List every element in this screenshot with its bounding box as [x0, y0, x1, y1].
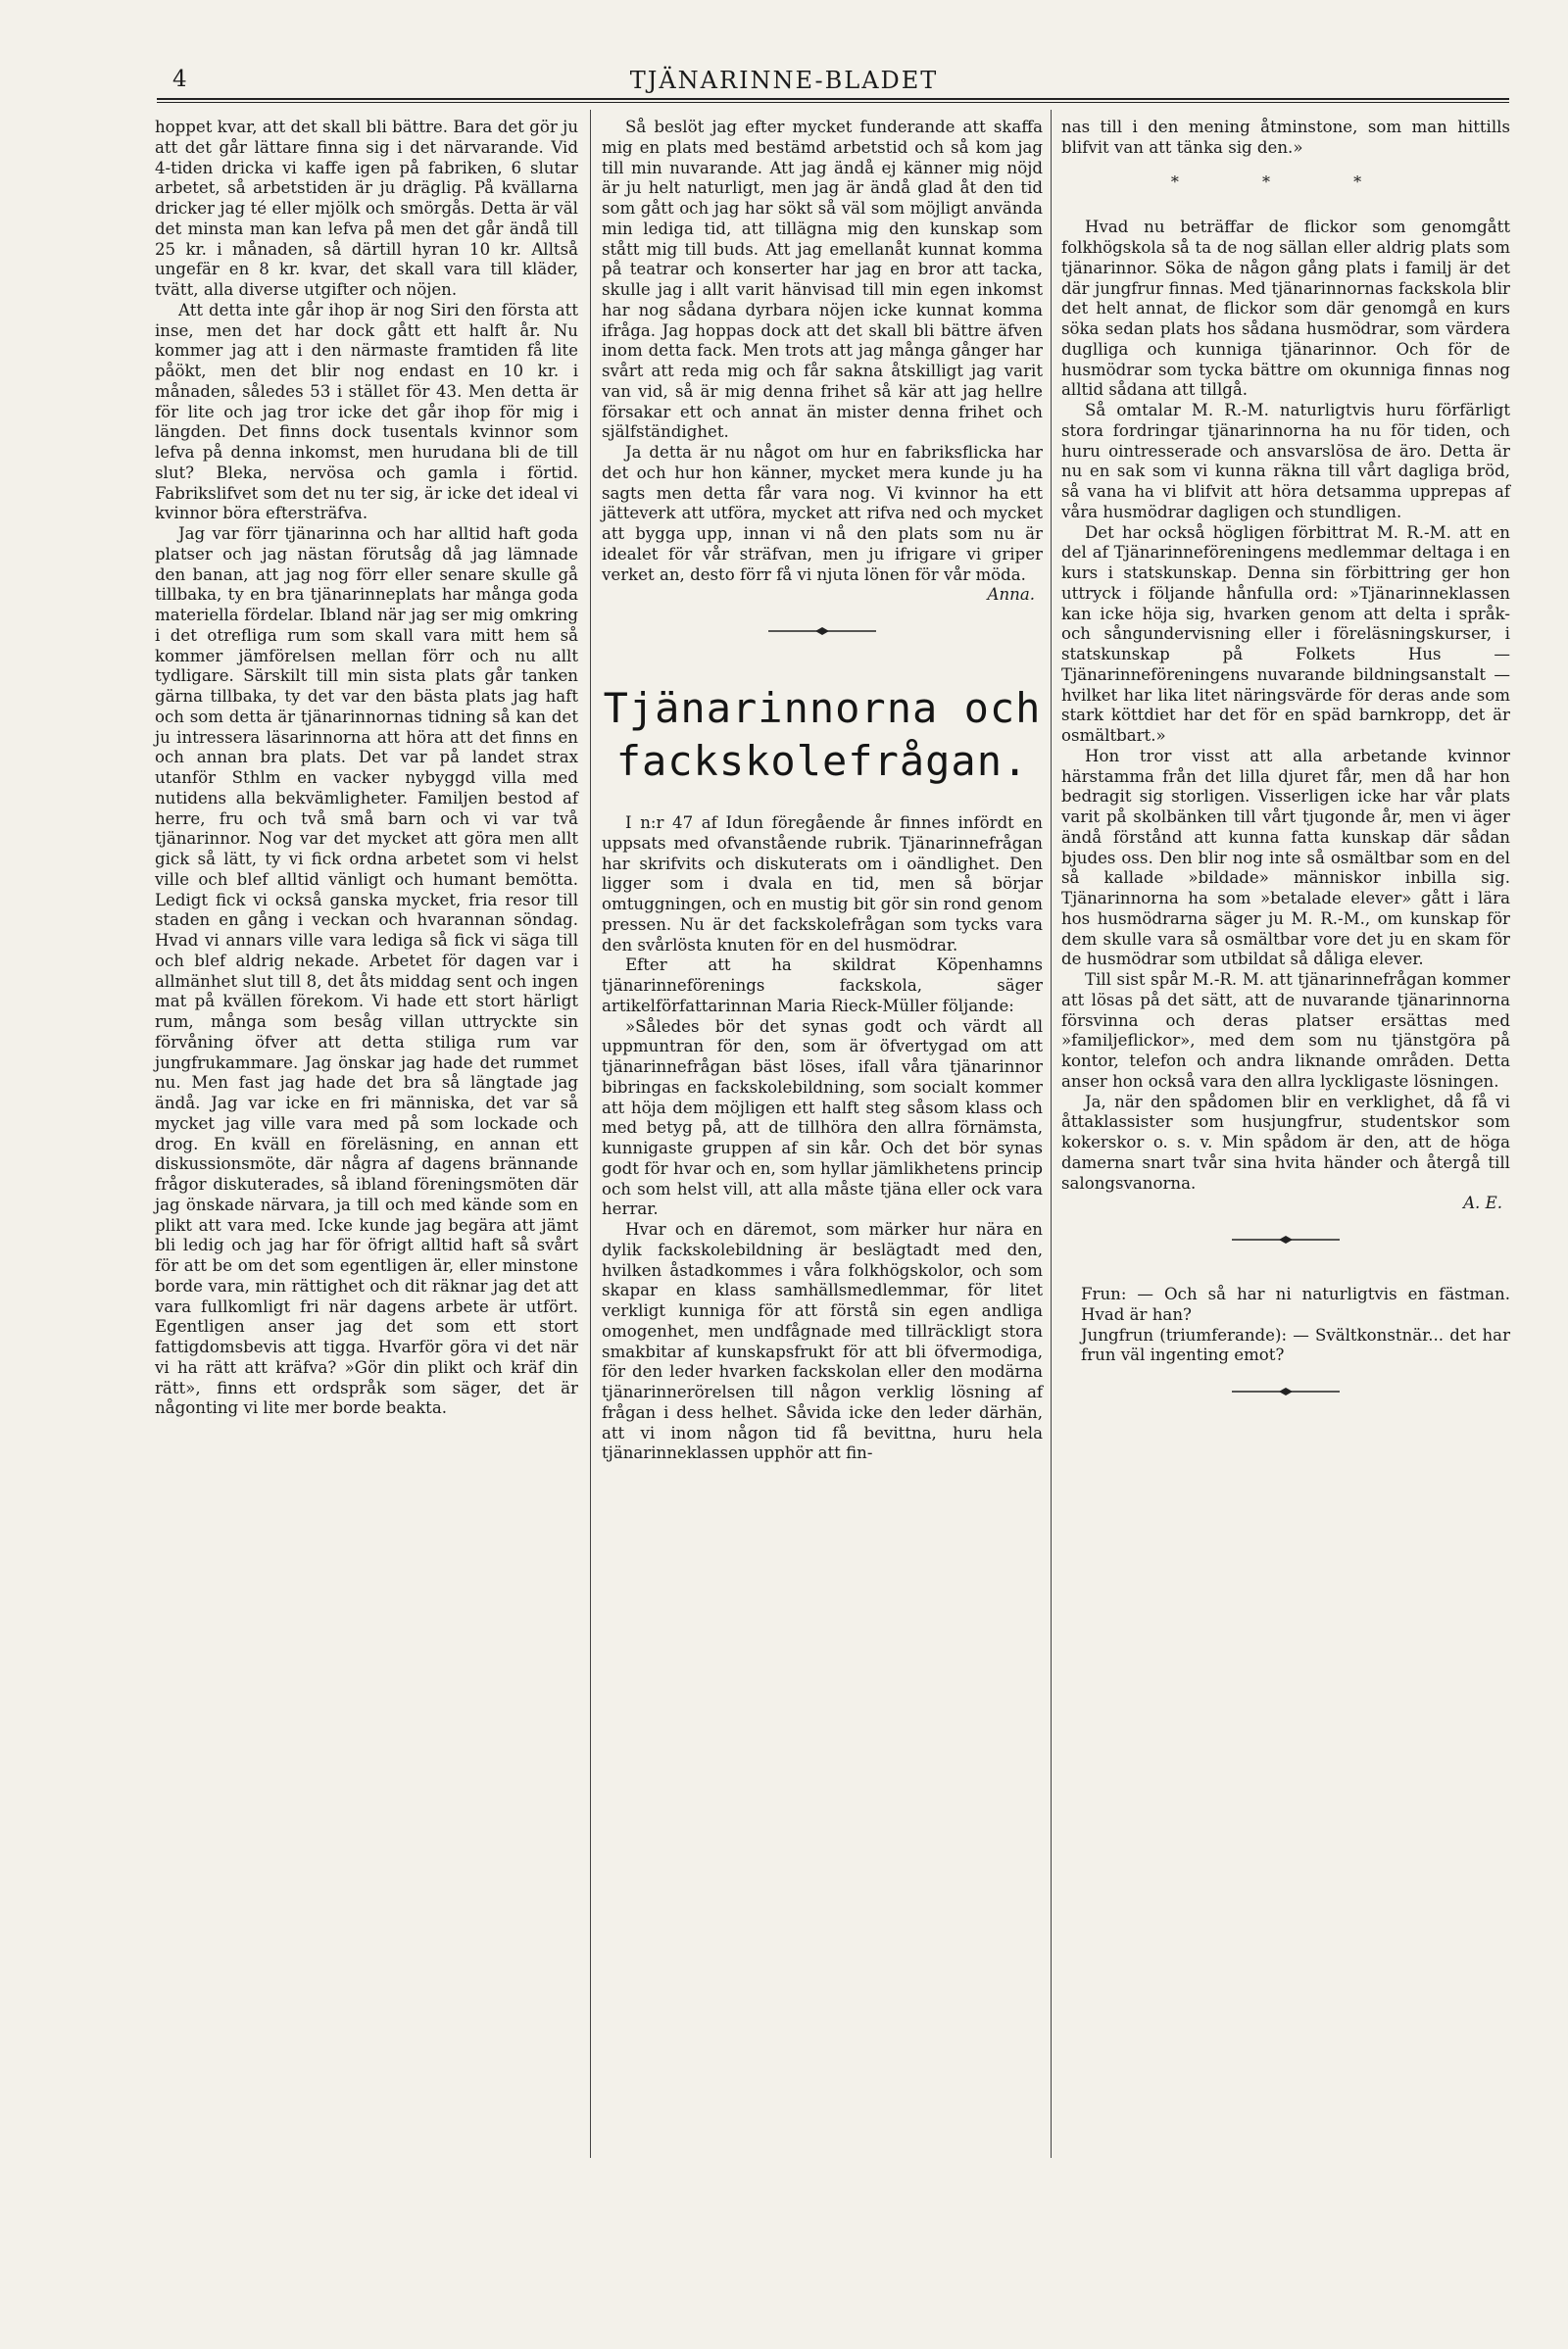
paragraph: Jag var förr tjänarinna och har alltid haft goda platser och jag nästan förutsåg då jag lämnade den banan, att jag nog förr eller senare skulle gå tillbaka, ty en bra tjänarinneplats har många goda materiella fördelar. Ibland när jag ser mig omkring i det otrefliga rum som skall vara mitt hem så kommer jämförelsen mellan förr och nu allt tydligare. Särskilt till min sista plats går tanken gärna tillbaka, ty det var den bästa plats jag haft och som detta är tjänarinnornas tidning så kan det ju intressera läsarinnorna att höra att det finns en och annan bra plats. Det var på landet strax utanför Sthlm en vacker nybyggd villa med nutidens alla bekvämligheter. Familjen bestod af herre, fru och två små barn och vi var två tjänarinnor. Nog var det mycket att göra men allt gick så lätt, ty vi fick ordna arbetet som vi helst ville och blef alltid vänligt och humant bemötta. Ledigt fick vi också ganska mycket, fria resor till staden en gång i veckan och hvarannan söndag. Hvad vi annars ville vara lediga så fick vi säga till och blef aldrig nekade. Arbetet för dagen var i allmänhet slut till 8, det åts middag sent och ingen mat på kvällen förekom. Vi hade ett stort härligt rum, många som besåg villan uttryckte sin förvåning öfver att detta stiliga rum var jungfrukammare. Jag önskar jag hade det rummet nu. Men fast jag hade det bra så längtade jag ändå. Jag var icke en fri människa, det var så mycket jag ville vara med på som lockade och drog. En kväll en föreläsning, en annan ett diskussionsmöte, där några af dagens brännande frågor diskuterades, så ibland föreningsmöten där jag önskade närvara, ja till och med kände som en plikt att vara med. Icke kunde jag begära att jämt bli ledig och jag har för öfrigt alltid haft så svårt för att be om det som egentligen är, eller minstone borde vara, min rättighet och dit räknar jag det att vara fullkomligt fri när dagens arbete är utfört. Egentligen anser jag det som ett stort fattigdomsbevis att tigga. Hvarför göra vi det när vi ha rätt att kräfva? »Gör din plikt och kräf din rätt», finns ett ordspråk som säger, det är någonting vi lite mer borde beakta. [155, 524, 578, 1418]
paragraph: Ja detta är nu något om hur en fabriksflicka har det och hur hon känner, mycket mera kunde ju ha sagts men detta får vara nog. Vi kvinnor ha ett jätteverk att utföra, mycket att rifva ned och mycket att bygga upp, innan vi nå den plats som nu är idealet för vår sträfvan, men ju ifrigare vi griper verket an, desto förr få vi njuta lönen för vår möda. [602, 443, 1043, 584]
paragraph: Det har också högligen förbittrat M. R.-M. att en del af Tjänarinneföreningens medlemmar deltaga i en kurs i statskunskap. Denna sin förbittring ger hon uttryck i följande hånfulla ord: »Tjänarinneklassen kan icke höja sig, hvarken genom att delta i språk- och sångundervisning eller i föreläsningskurser, i statskunskap på Folkets Hus — Tjänarinneföreningens nuvarande bildningsanstalt — hvilket har lika litet näringsvärde för deras ande som stark köttdiet har det för en späd barnkropp, det är osmältbart.» [1061, 522, 1510, 745]
anecdote [1061, 1285, 1510, 1366]
paragraph: nas till i den mening åtminstone, som man hittills blifvit van att tänka sig den.» [1061, 118, 1510, 157]
paragraph: Så omtalar M. R.-M. naturligtvis huru förfärligt stora fordringar tjänarinnorna ha nu för tiden, och huru ointresserade och ansvarslösa de äro. Detta är nu en sak som vi kunna räkna till vårt dagliga bröd, så vana ha vi blifvit att höra detsamma upprepas af våra husmödrar dagligen och stundligen. [1061, 401, 1510, 521]
divider-ornament [768, 625, 876, 637]
section-stars: * * * [1170, 171, 1401, 191]
column-divider [1051, 110, 1052, 2158]
headline-line: Tjänarinnorna och [603, 684, 1042, 732]
article-headline [602, 682, 1043, 788]
running-header: TJÄNARINNE-BLADET [629, 67, 939, 94]
paragraph: Hvad nu beträffar de flickor som genomgått folkhögskola så ta de nog sällan eller aldrig plats som tjänarinnor. Söka de någon gång plats i familj är det där jungfrur finnas. Med tjänarinnornas fackskola blir det helt annat, de flickor som där genomgå en kurs söka sedan plats hos sådana husmödrar, som värdera duglliga och kunniga tjänarinnor. Och för de husmödrar som tycka bättre om okunniga finnas nog alltid sådana att tillgå. [1061, 218, 1510, 400]
paragraph: Ja, när den spådomen blir en verklighet, då få vi åttaklassister som husjungfrur, studentskor som kokerskor o. s. v. Min spådom är den, att de höga damerna snart tvår sina hvita händer och återgå till salongsvanorna. [1061, 1092, 1510, 1193]
paragraph: Till sist spår M.-R. M. att tjänarinnefrågan kommer att lösas på det sätt, att de nuvarande tjänarinnorna försvinna och deras platser ersättas med »familjeflickor», med dem som nu tjänstgöra på kontor, telefon och andra liknande områden. Detta anser hon också vara den allra lyckligaste lösningen. [1061, 970, 1510, 1091]
header-rule [157, 98, 1509, 100]
column-3 [1061, 118, 1510, 1419]
paragraph: »Således bör det synas godt och värdt all uppmuntran för den, som är öfvertygad om att tjänarinnefrågan bäst löses, ifall våra tjänarinnor bibringas en fackskolebildning, som socialt kommer att höja dem möjligen ett halft steg såsom klass och med betyg på, att de tillhöra den allra förnämsta, kunnigaste gruppen af sin kår. Och det bör synas godt för hvar och en, som hyllar jämlikhetens princip och som helst vill, att alla måste tjäna eller ock vara herrar. [602, 1016, 1043, 1219]
paragraph: Efter att ha skildrat Köpenhamns tjänarinneförenings fackskola, säger artikelförfattarinnan Maria Rieck-Müller följande: [602, 955, 1043, 1015]
divider-ornament [1232, 1386, 1340, 1397]
column-2 [602, 118, 1043, 1464]
paragraph: hoppet kvar, att det skall bli bättre. Bara det gör ju att det går lättare finna sig i det närvarande. Vid 4-tiden dricka vi kaffe igen på fabriken, 6 slutar arbetet, så arbetstiden är ju dräglig. På kvällarna dricker jag té eller mjölk och smörgås. Detta är väl det minsta man kan lefva på men det går ändå till 25 kr. i månaden, så därtill hyran 10 kr. Alltså ungefär en 8 kr. kvar, det skall vara till kläder, tvätt, alla diverse utgifter och nöjen. [155, 118, 578, 299]
signature: Anna. [987, 585, 1035, 605]
column-1 [155, 118, 578, 1419]
paragraph: Så beslöt jag efter mycket funderande att skaffa mig en plats med bestämd arbetstid och så kom jag till min nuvarande. Att jag ändå ej känner mig nöjd är ju helt naturligt, men jag är ändå glad åt den tid som gått och jag har sökt så väl som möjligt använda min lediga tid, att tillägna mig den kunskap som stått mig till buds. Att jag emellanåt kunnat komma på teatrar och konserter har jag en bror att tacka, skulle jag i allt varit hänvisad till min egen inkomst har nog sådana dyrbara nöjen icke kunnat komma ifråga. Jag hoppas dock att det skall bli bättre äfven inom detta fack. Men trots att jag många gånger har svårt att reda mig och får sakna åtskilligt jag varit van vid, så är mig denna frihet så kär att jag hellre försakar ett och annat än mister denna frihet och själfständighet. [602, 118, 1043, 442]
paragraph: Hvar och en däremot, som märker hur nära en dylik fackskolebildning är beslägtadt med den, hvilken åstadkommes i våra folkhögskolor, och som skapar en klass samhällsmedlemmar, för litet verkligt kunniga för att förstå sin egen andliga omogenhet, men undfågnade med tillräckligt stora smakbitar af kunskapsfrukt för att bli öfvermodiga, för den leder hvarken fackskolan eller den modärna tjänarinnerörelsen till någon verklig lösning af frågan i dess helhet. Såvida icke den leder därhän, att vi inom någon tid få bevittna, huru hela tjänarinneklassen upphör att fin- [602, 1220, 1043, 1463]
headline-line: fackskolefrågan. [615, 737, 1029, 785]
paragraph: Att detta inte går ihop är nog Siri den första att inse, men det har dock gått ett halft år. Nu kommer jag att i den närmaste framtiden få lite påökt, men det blir nog endast en 10 kr. i månaden, således 53 i stället för 43. Men detta är för lite och jag tror icke det går ihop för mig i längden. Det finns dock tusentals kvinnor som lefva på denna inkomst, men hurudana bli de till slut? Bleka, nervösa och gamla i förtid. Fabrikslifvet som det nu ter sig, är icke det ideal vi kvinnor böra eftersträfva. [155, 300, 578, 523]
column-divider [590, 110, 591, 2158]
divider-ornament [1232, 1234, 1340, 1246]
signature: A. E. [1463, 1194, 1502, 1213]
paragraph: Hon tror visst att alla arbetande kvinnor härstamma från det lilla djuret får, men då har hon bedragit sig storligen. Visserligen icke har vår plats varit på skolbänken till vårt tjugonde år, men vi äger ändå förstånd att kunna fatta kunskap där sådan bjudes oss. Den blir nog inte så osmältbar som en del så kallade »bildade» människor inbilla sig. Tjänarinnorna ha som »betalade elever» gått i lära hos husmödrarna säger ju M. R.-M., om kunskap för dem skulle vara så osmältbar vore det ju en skam för de husmödrar som utbildat så dåliga elever. [1061, 746, 1510, 969]
header-rule-thin [157, 102, 1509, 103]
paragraph: I n:r 47 af Idun föregående år finnes infördt en uppsats med ofvanstående rubrik. Tjänarinnefrågan har skrifvits och diskuterats om i oändlighet. Den ligger som i dvala en tid, men så börjar omtuggningen, och en mustig bit gör sin rond genom pressen. Nu är det fackskolefrågan som tycks vara den svårlösta knuten för en del husmödrar. [602, 813, 1043, 954]
page-number: 4 [172, 67, 187, 92]
dialog-line: Frun: — Och så har ni naturligtvis en fästman. Hvad är han? [1081, 1285, 1510, 1324]
dialog-line: Jungfrun (triumferande): — Svältkonstnär... det har frun väl ingenting emot? [1081, 1325, 1510, 1365]
